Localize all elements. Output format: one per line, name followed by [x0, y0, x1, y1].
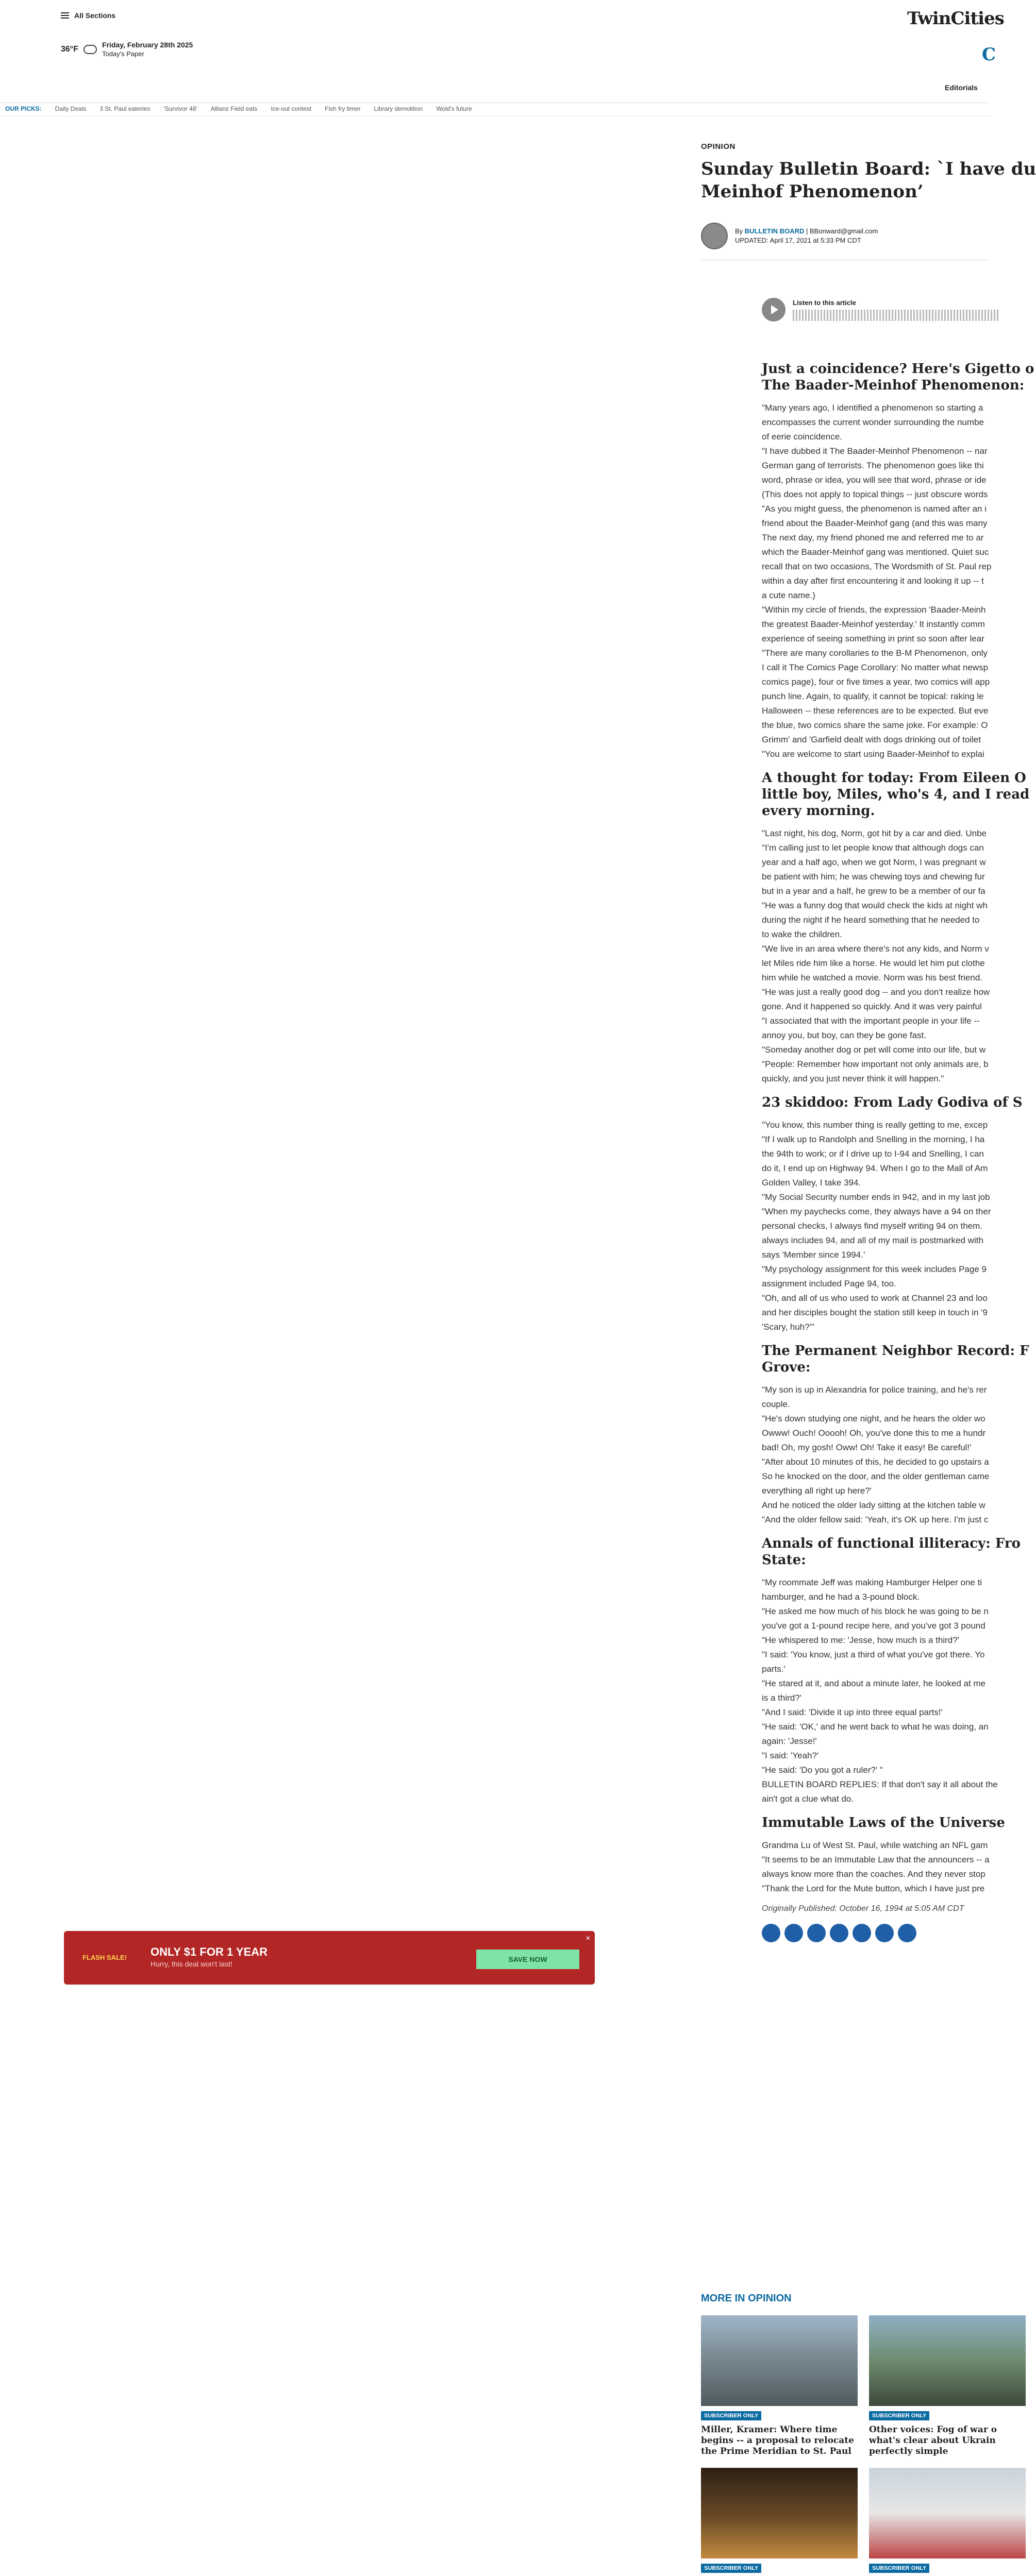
section-heading-line: 23 skiddoo: From Lady Godiva of S: [762, 1095, 1023, 1110]
print-icon[interactable]: [898, 1924, 916, 1942]
article-section: [762, 770, 1030, 1085]
paragraph-line: the 94th to work; or if I drive up to I-94 and Snelling, I can: [762, 1149, 984, 1159]
headline-line: Meinhof Phenomenon’: [701, 181, 924, 202]
paragraph-line: "Thank the Lord for the Mute button, which I have just pre: [762, 1884, 985, 1893]
paragraph-line: "People: Remember how important not only animals are, b: [762, 1059, 989, 1069]
paragraph-line: the blue, two comics share the same joke. For example: O: [762, 720, 988, 730]
paragraph-line: year and a half ago, when we got Norm, I was pregnant w: [762, 857, 986, 867]
paragraph-line: "I associated that with the important people in your life --: [762, 1016, 980, 1026]
x-icon[interactable]: [807, 1924, 826, 1942]
section-heading-line: The Permanent Neighbor Record: F: [762, 1343, 1029, 1359]
pick-link[interactable]: Daily Deals: [55, 105, 87, 112]
paragraph-line: "Within my circle of friends, the expression 'Baader-Meinh: [762, 605, 986, 615]
paragraph-line: "I said: 'Yeah?': [762, 1751, 819, 1760]
paragraph-line: let Miles ride him like a horse. He would let him put clothe: [762, 958, 985, 968]
subscriber-badge: SUBSCRIBER ONLY: [869, 2411, 929, 2420]
paragraph-line: "He stared at it, and about a minute later, he looked at me: [762, 1679, 986, 1688]
our-picks-label: OUR PICKS:: [5, 105, 42, 112]
menu-icon: [61, 12, 69, 19]
our-picks-bar: [0, 101, 990, 116]
pick-link[interactable]: Fish fry timer: [325, 105, 361, 112]
author-email[interactable]: | BBonward@gmail.com: [806, 227, 878, 235]
headline-line: Sunday Bulletin Board: `I have du: [701, 159, 1036, 179]
paragraph-line: ain't got a clue what do.: [762, 1794, 854, 1804]
flash-sale-offer: ONLY $1 FOR 1 YEAR: [151, 1945, 268, 1958]
paragraph-line: gone. And it happened so quickly. And it was very painful: [762, 1002, 982, 1011]
paragraph-line: "Many years ago, I identified a phenomenon so starting a: [762, 403, 983, 413]
paragraph-line: couple.: [762, 1399, 790, 1409]
card-title-line: the Prime Meridian to St. Paul: [701, 2446, 851, 2456]
current-date: Friday, February 28th 2025: [102, 41, 193, 49]
related-card[interactable]: [869, 2315, 997, 2457]
paragraph-line: "You know, this number thing is really getting to me, excep: [762, 1120, 988, 1130]
paragraph-line: within a day after first encountering it and looking it up -- t: [762, 576, 984, 586]
section-heading: [762, 1343, 1029, 1376]
card-image[interactable]: [701, 2315, 858, 2406]
audio-waveform[interactable]: [793, 310, 999, 321]
section-heading: [762, 1535, 1021, 1568]
paragraph-line: parts.': [762, 1664, 786, 1674]
paragraph-line: "If I walk up to Randolph and Snelling in the morning, I ha: [762, 1134, 985, 1144]
paragraph-line: always includes 94, and all of my mail is postmarked with: [762, 1235, 983, 1245]
author-avatar: [701, 223, 728, 249]
paragraph-line: "You are welcome to start using Baader-Meinhof to explai: [762, 749, 984, 759]
paragraph-line: "We live in an area where there's not any kids, and Norm v: [762, 944, 989, 954]
paragraph-line: to wake the children.: [762, 929, 842, 939]
paragraph-line: everything all right up here?': [762, 1486, 872, 1496]
more-in-opinion-heading: MORE IN OPINION: [701, 2293, 792, 2304]
paragraph-line: bad! Oh, my gosh! Oww! Oh! Take it easy! Be careful!': [762, 1443, 972, 1452]
flash-sale-subtext: Hurry, this deal won't last!: [151, 1960, 232, 1968]
paragraph-line: experience of seeing something in print so soon after lear: [762, 634, 984, 643]
card-title[interactable]: [869, 2425, 997, 2457]
paragraph-line: So he knocked on the door, and the older gentleman came: [762, 1471, 990, 1481]
paragraph-line: "He was just a really good dog -- and you don't realize how: [762, 987, 990, 997]
paragraph-line: quickly, and you just never think it will happen.": [762, 1074, 944, 1083]
article-section: [762, 1343, 1029, 1526]
paragraph-line: comics page), four or five times a year, two comics will app: [762, 677, 990, 687]
article-body: [762, 355, 1034, 1942]
paragraph-line: "As you might guess, the phenomenon is named after an i: [762, 504, 987, 514]
close-icon[interactable]: ×: [586, 1934, 591, 1943]
paragraph-line: do it, I end up on Highway 94. When I go to the Mall of Am: [762, 1163, 988, 1173]
related-card[interactable]: [701, 2468, 858, 2576]
pick-link[interactable]: Library demolition: [374, 105, 423, 112]
paragraph-line: is a third?': [762, 1693, 801, 1703]
author-link[interactable]: BULLETIN BOARD: [744, 227, 805, 235]
paragraph-line: encompasses the current wonder surrounding the numbe: [762, 417, 984, 427]
paragraph-line: him while he watched a movie. Norm was his best friend.: [762, 973, 983, 982]
paragraph-line: Owww! Ouch! Ooooh! Oh, you've done this to me a hundr: [762, 1428, 986, 1438]
temperature: 36°F: [61, 45, 78, 54]
card-image[interactable]: [869, 2468, 1026, 2558]
paragraph-line: a cute name.): [762, 590, 815, 600]
section-heading-line: State:: [762, 1552, 806, 1568]
paragraph-line: of eerie coincidence.: [762, 432, 842, 442]
flash-sale-tag: FLASH SALE!: [82, 1954, 127, 1961]
card-title-line: Miller, Kramer: Where time: [701, 2425, 838, 2435]
paragraph-line: 'Scary, huh?'": [762, 1322, 814, 1332]
paragraph-line: "He said: 'OK,' and he went back to what he was doing, an: [762, 1722, 989, 1732]
subscriber-badge: SUBSCRIBER ONLY: [869, 2564, 929, 2573]
updated-timestamp: UPDATED: April 17, 2021 at 5:33 PM CDT: [735, 236, 861, 244]
paragraph-line: And he noticed the older lady sitting at the kitchen table w: [762, 1500, 985, 1510]
paragraph-line: friend about the Baader-Meinhof gang (and this was many: [762, 518, 988, 528]
paragraph-line: The next day, my friend phoned me and referred me to ar: [762, 533, 984, 543]
article-headline: [701, 158, 1036, 203]
paragraph-line: Halloween -- these references are to be expected. But eve: [762, 706, 989, 716]
audio-player[interactable]: [762, 298, 999, 321]
paragraph-line: "He's down studying one night, and he hears the older wo: [762, 1414, 985, 1423]
logo-fragment: C: [982, 44, 996, 65]
card-image[interactable]: [701, 2468, 858, 2558]
paragraph-line: be patient with him; he was chewing toys and chewing fur: [762, 872, 985, 882]
byline: [735, 227, 878, 245]
author-row: [701, 223, 878, 249]
paragraph-line: "He was a funny dog that would check the kids at night wh: [762, 901, 988, 910]
card-title-line: perfectly simple: [869, 2446, 948, 2456]
paragraph-line: Grandma Lu of West St. Paul, while watching an NFL gam: [762, 1840, 988, 1850]
paragraph-line: personal checks, I always find myself writing 94 on them.: [762, 1221, 983, 1231]
paragraph-line: recall that on two occasions, The Wordsmith of St. Paul rep: [762, 562, 992, 571]
flash-sale-banner: [64, 1931, 595, 1985]
paragraph-line: "It seems to be an Immutable Law that the announcers -- a: [762, 1855, 990, 1865]
paragraph-line: I call it The Comics Page Corollary: No matter what newsp: [762, 663, 989, 672]
paragraph-line: and her disciples bought the station still keep in touch in '9: [762, 1308, 988, 1317]
all-sections-label: All Sections: [74, 11, 116, 20]
paragraph-line: (This does not apply to topical things -- just obscure words: [762, 489, 988, 499]
pick-link[interactable]: 3 St. Paul eateries: [99, 105, 151, 112]
paragraph-line: "And the older fellow said: 'Yeah, it's OK up here. I'm just c: [762, 1515, 989, 1524]
reddit-icon[interactable]: [784, 1924, 803, 1942]
paragraph-line: annoy you, but boy, can they be gone fast.: [762, 1030, 927, 1040]
date-block: [102, 40, 193, 59]
cloud-icon: [83, 45, 97, 54]
pick-link[interactable]: Wold's future: [436, 105, 472, 112]
paragraph-line: Grimm' and 'Garfield dealt with dogs drinking out of toilet: [762, 735, 981, 744]
paragraph-line: German gang of terrorists. The phenomenon goes like thi: [762, 461, 984, 470]
section-heading-line: little boy, Miles, who's 4, and I read: [762, 787, 1030, 802]
share-bar: [762, 1924, 990, 1942]
article-kicker[interactable]: OPINION: [701, 142, 736, 151]
paragraph-line: "My psychology assignment for this week includes Page 9: [762, 1264, 987, 1274]
pinterest-icon[interactable]: [830, 1924, 848, 1942]
section-heading: [762, 770, 1030, 819]
paragraph-line: always know more than the coaches. And they never stop: [762, 1869, 985, 1879]
site-header: [0, 0, 1004, 103]
section-heading-line: The Baader-Meinhof Phenomenon:: [762, 378, 1025, 393]
section-heading-line: Annals of functional illiteracy: Fro: [762, 1536, 1021, 1551]
card-title-line: what's clear about Ukrain: [869, 2435, 996, 2446]
section-heading: [762, 1815, 1005, 1831]
card-image[interactable]: [869, 2315, 1026, 2406]
section-heading: [762, 361, 1034, 394]
paragraph-line: which the Baader-Meinhof gang was mentioned. Quiet suc: [762, 547, 989, 557]
paragraph-line: "I said: 'You know, just a third of what you've got there. Yo: [762, 1650, 985, 1659]
article-section: [762, 1535, 1021, 1805]
card-title-line: Other voices: Fog of war o: [869, 2425, 997, 2435]
subscriber-badge: SUBSCRIBER ONLY: [701, 2411, 761, 2420]
paragraph-line: during the night if he heard something that he needed to: [762, 915, 980, 925]
subscriber-badge: SUBSCRIBER ONLY: [701, 2564, 761, 2573]
paragraph-line: says 'Member since 1994.': [762, 1250, 865, 1260]
play-icon[interactable]: [762, 298, 786, 321]
paragraph-line: "My son is up in Alexandria for police training, and he's rer: [762, 1385, 987, 1395]
paragraph-line: "He said: 'Do you got a ruler?' ": [762, 1765, 883, 1775]
nav-editorials[interactable]: Editorials: [945, 83, 978, 92]
paragraph-line: "I have dubbed it The Baader-Meinhof Phenomenon -- nar: [762, 446, 988, 456]
section-heading-line: every morning.: [762, 803, 875, 819]
card-title[interactable]: [701, 2425, 858, 2457]
facebook-icon[interactable]: [762, 1924, 780, 1942]
section-heading: [762, 1094, 1023, 1111]
section-heading-line: Grove:: [762, 1360, 811, 1375]
paragraph-line: "My roommate Jeff was making Hamburger Helper one ti: [762, 1578, 982, 1587]
pick-link[interactable]: 'Survivor 48': [163, 105, 197, 112]
section-heading-line: Just a coincidence? Here's Gigetto o: [762, 361, 1034, 377]
paragraph-line: "And I said: 'Divide it up into three equal parts!': [762, 1707, 943, 1717]
email-icon[interactable]: [853, 1924, 871, 1942]
paragraph-line: but in a year and a half, he grew to be a member of our fa: [762, 886, 985, 896]
paragraph-line: "He whispered to me: 'Jesse, how much is a third?': [762, 1635, 959, 1645]
related-card[interactable]: [869, 2468, 990, 2576]
section-heading-line: Immutable Laws of the Universe: [762, 1815, 1005, 1831]
paragraph-line: punch line. Again, to qualify, it cannot be topical: raking le: [762, 691, 984, 701]
paragraph-line: "After about 10 minutes of this, he decided to go upstairs a: [762, 1457, 989, 1467]
paragraph-line: "There are many corollaries to the B-M Phenomenon, only: [762, 648, 988, 658]
paragraph-line: "I'm calling just to let people know that although dogs can: [762, 843, 984, 853]
section-heading-line: A thought for today: From Eileen O: [762, 770, 1026, 786]
listen-label: Listen to this article: [793, 298, 856, 307]
all-sections-button[interactable]: [61, 11, 115, 20]
paragraph-line: "When my paychecks come, they always have a 94 on ther: [762, 1207, 991, 1216]
paragraph-line: hamburger, and he had a 3-pound block.: [762, 1592, 920, 1602]
paragraph-line: again: 'Jesse!': [762, 1736, 817, 1746]
pick-link[interactable]: Ice-out contest: [271, 105, 312, 112]
paragraph-line: BULLETIN BOARD REPLIES: If that don't say it all about the: [762, 1780, 998, 1789]
paragraph-line: assignment included Page 94, too.: [762, 1279, 896, 1289]
paragraph-line: Golden Valley, I take 394.: [762, 1178, 861, 1188]
paragraph-line: the greatest Baader-Meinhof yesterday.' It instantly comm: [762, 619, 985, 629]
more-icon[interactable]: [875, 1924, 894, 1942]
paragraph-line: "He asked me how much of his block he was going to be n: [762, 1606, 989, 1616]
card-title-line: begins -- a proposal to relocate: [701, 2435, 854, 2446]
paragraph-line: "Someday another dog or pet will come into our life, but w: [762, 1045, 986, 1055]
byline-by: By: [735, 227, 743, 235]
paragraph-line: "My Social Security number ends in 942, and in my last job: [762, 1192, 990, 1202]
weather-widget[interactable]: [61, 40, 193, 59]
article-section: [762, 1094, 1023, 1333]
paragraph-line: you've got a 1-pound recipe here, and you've got 3 pound: [762, 1621, 985, 1631]
published-date: Originally Published: October 16, 1994 at 5:05 AM CDT: [762, 1904, 964, 1913]
related-card[interactable]: [701, 2315, 858, 2457]
paragraph-line: word, phrase or idea, you will see that word, phrase or ide: [762, 475, 987, 485]
paragraph-line: "Oh, and all of us who used to work at Channel 23 and loo: [762, 1293, 988, 1303]
article-section: [762, 1815, 1005, 1895]
todays-paper-link[interactable]: Today's Paper: [102, 50, 144, 58]
pick-link[interactable]: Allianz Field eats: [210, 105, 258, 112]
paragraph-line: "Last night, his dog, Norm, got hit by a car and died. Unbe: [762, 828, 987, 838]
save-now-button[interactable]: SAVE NOW: [476, 1950, 579, 1969]
site-logo[interactable]: TwinCities: [907, 8, 1004, 29]
article-section: [762, 361, 1034, 760]
